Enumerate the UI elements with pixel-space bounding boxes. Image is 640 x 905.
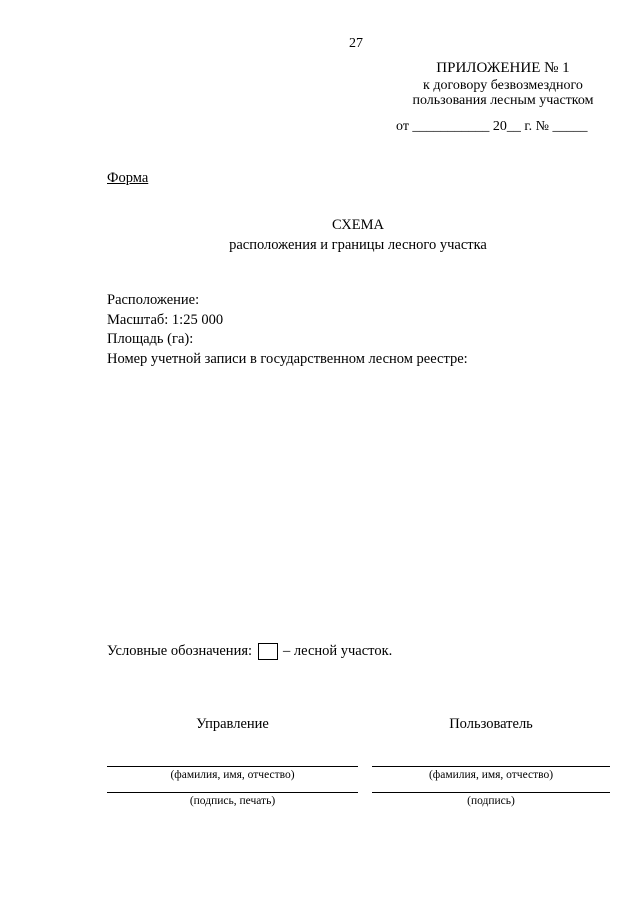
schema-subtitle: расположения и границы лесного участка <box>229 237 487 253</box>
legend <box>107 643 392 660</box>
signature-line <box>107 766 358 767</box>
signature-block-user <box>372 716 610 807</box>
appendix-title: ПРИЛОЖЕНИЕ № 1 <box>436 60 570 76</box>
schema-title: СХЕМА <box>332 217 384 233</box>
page-number: 27 <box>349 36 363 51</box>
signature-caption-name: (фамилия, имя, отчество) <box>428 769 554 781</box>
signature-caption-name: (фамилия, имя, отчество) <box>170 769 295 781</box>
legend-label: Условные обозначения: <box>107 643 253 659</box>
signature-role-user: Пользователь <box>449 716 533 732</box>
appendix-line-1: к договору безвозмездного <box>423 78 583 93</box>
fields-block <box>107 291 468 369</box>
legend-swatch <box>258 643 278 660</box>
form-label: Форма <box>107 170 149 186</box>
field-location: Расположение: <box>107 292 200 308</box>
field-area: Площадь (га): <box>107 331 194 347</box>
appendix-block <box>400 61 606 108</box>
signature-caption-sign: (подпись) <box>467 795 515 807</box>
signature-role-management: Управление <box>196 716 269 732</box>
field-registry-number: Номер учетной записи в государственном лесном реестре: <box>107 350 468 367</box>
appendix-line-2: пользования лесным участком <box>412 93 594 108</box>
signature-block-management <box>107 716 358 807</box>
signature-caption-sign: (подпись, печать) <box>189 795 276 807</box>
legend-item: – лесной участок. <box>283 643 393 659</box>
contract-date-line: от ___________ 20__ г. № _____ <box>396 119 588 134</box>
signature-line <box>107 792 358 793</box>
field-scale: Масштаб: 1:25 000 <box>107 311 224 328</box>
signature-line <box>372 792 610 793</box>
signature-line <box>372 766 610 767</box>
